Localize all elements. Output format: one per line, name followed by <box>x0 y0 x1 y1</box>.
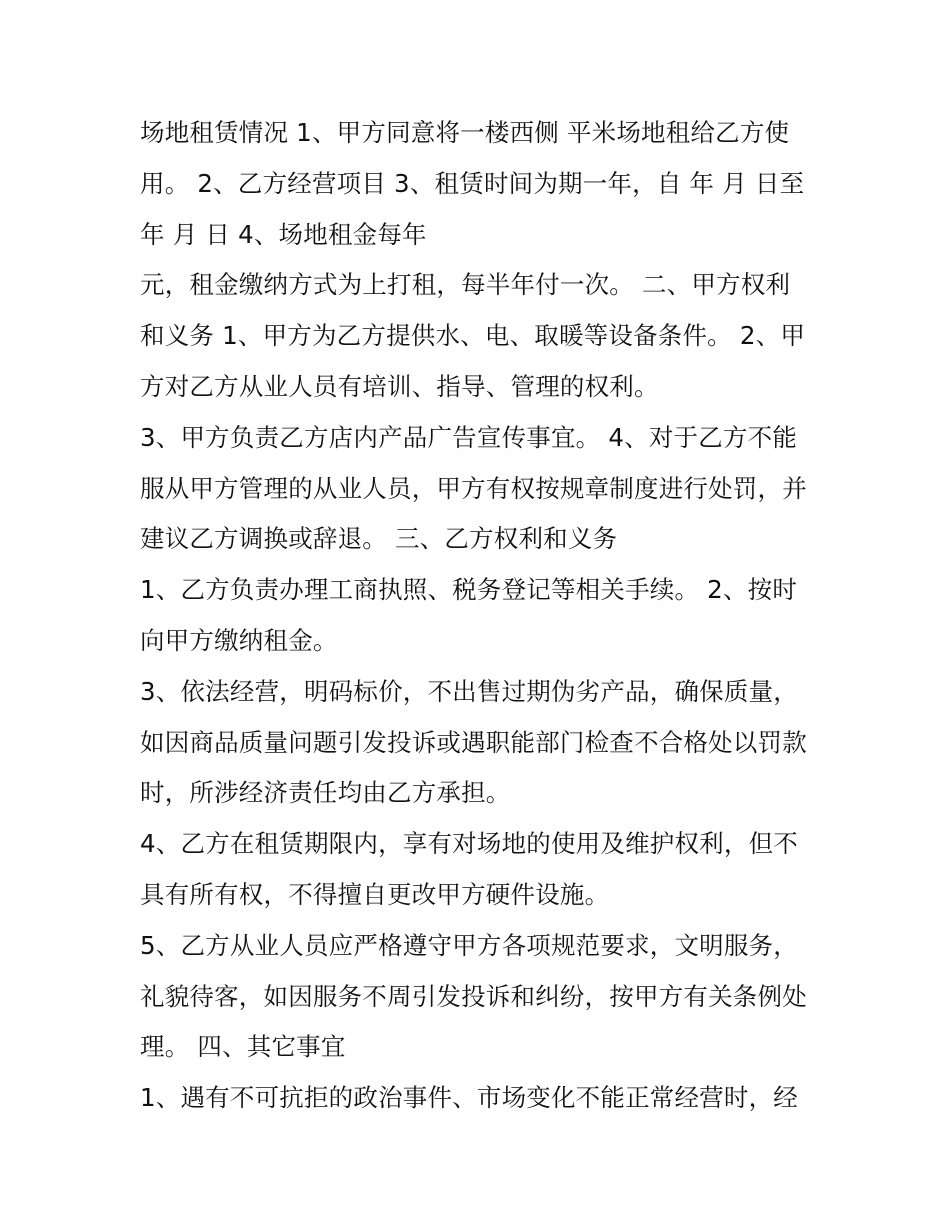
text-line: 元，租金缴纳方式为上打租，每半年付一次。 二、甲方权利 <box>140 270 791 300</box>
document-body <box>140 108 830 1124</box>
text-line: 3、甲方负责乙方店内产品广告宣传事宜。 4、对于乙方不能 <box>140 422 798 452</box>
text-line: 4、乙方在租赁期限内，享有对场地的使用及维护权利，但不 <box>140 829 798 859</box>
text-line: 3、依法经营，明码标价，不出售过期伪劣产品，确保质量， <box>140 676 798 706</box>
text-line: 时，所涉经济责任均由乙方承担。 <box>140 778 511 808</box>
text-line: 具有所有权，不得擅自更改甲方硬件设施。 <box>140 879 610 909</box>
text-line: 建议乙方调换或辞退。 三、乙方权利和义务 <box>140 524 618 554</box>
text-line: 方对乙方从业人员有培训、指导、管理的权利。 <box>140 371 659 401</box>
text-line: 和义务 1、甲方为乙方提供水、电、取暖等设备条件。 2、甲 <box>140 321 806 351</box>
text-line: 礼貌待客，如因服务不周引发投诉和纠纷，按甲方有关条例处 <box>140 981 807 1011</box>
text-line: 向甲方缴纳租金。 <box>140 625 338 655</box>
text-line: 年 月 日 4、场地租金每年 <box>140 219 427 249</box>
text-line: 理。 四、其它事宜 <box>140 1032 346 1062</box>
text-line: 1、乙方负责办理工商执照、税务登记等相关手续。 2、按时 <box>140 575 798 605</box>
text-line: 5、乙方从业人员应严格遵守甲方各项规范要求，文明服务， <box>140 930 798 960</box>
text-line: 场地租赁情况 1、甲方同意将一楼西侧 平米场地租给乙方使 <box>140 118 790 147</box>
text-line: 如因商品质量问题引发投诉或遇职能部门检查不合格处以罚款 <box>140 727 807 757</box>
text-line: 服从甲方管理的从业人员，甲方有权按规章制度进行处罚，并 <box>140 473 807 503</box>
text-line: 用。 2、乙方经营项目 3、租赁时间为期一年，自 年 月 日至 <box>140 168 805 198</box>
text-line: 1、遇有不可抗拒的政治事件、市场变化不能正常经营时，经 <box>140 1083 798 1113</box>
